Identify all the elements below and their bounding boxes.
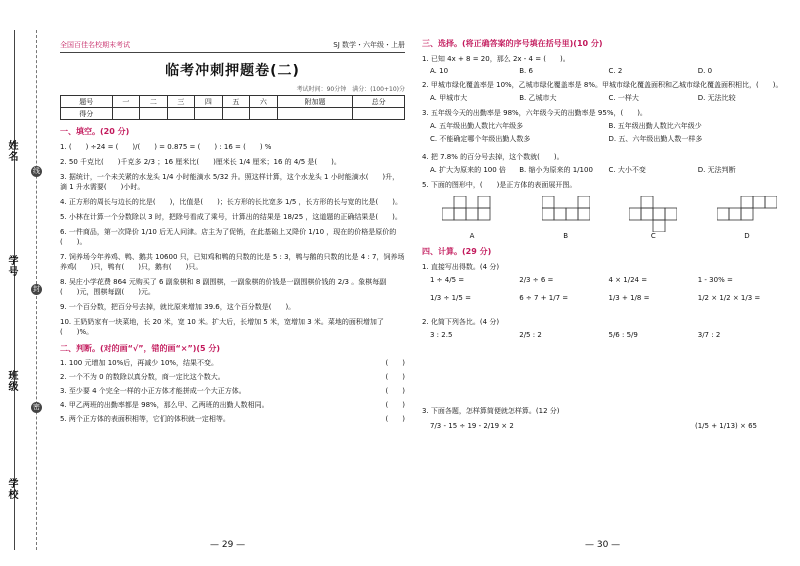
net-label: A: [469, 232, 475, 240]
choice-question: 2. 甲城市绿化覆盖率是 10%，乙城市绿化覆盖率是 8%。甲城市绿化覆盖面积和乙城市绿化覆盖面积相比，( )。: [422, 81, 783, 89]
choice-question: 1. 已知 4x + 8 = 20，那么 2x - 4 = ( )。: [422, 55, 570, 63]
choice-option[interactable]: D. 0: [697, 67, 713, 75]
score-table: [60, 95, 405, 120]
mental-math-grid: [430, 276, 787, 312]
net-b-figure: [542, 196, 590, 232]
score-header-cell: 题号: [61, 96, 113, 108]
mental-math-item: 2/3 ÷ 6 =: [519, 276, 554, 284]
calc-part-title: 3. 下面各题，怎样算简便就怎样算。(12 分): [422, 407, 560, 415]
cube-net-a[interactable]: [442, 196, 502, 240]
seal-secret: 密: [33, 403, 40, 411]
binding-strip: [0, 0, 52, 566]
net-label: C: [650, 232, 656, 240]
section-calc-title: 四、计算。(29 分): [422, 247, 492, 256]
mental-math-item: 4 × 1/24 =: [608, 276, 648, 284]
score-cell[interactable]: [140, 108, 168, 120]
section-judge-title: 二、判断。(对的画“√”，错的画“×”)(5 分): [60, 344, 221, 353]
choice-option[interactable]: C. 不能确定哪个年级出勤人数多: [430, 135, 531, 143]
seal-line: 线: [33, 167, 40, 175]
choice-option[interactable]: C. 一样大: [608, 94, 639, 102]
page-header: [60, 40, 405, 53]
choice-question: 4. 把 7.8% 的百分号去掉，这个数就( )。: [422, 153, 564, 161]
series-label: 全国百佳名校期末考试: [60, 41, 130, 49]
fill-question: 8. 吴庄小学花费 864 元购买了 6 副象棋和 8 副围棋，一副象棋的价钱是一副围棋价钱的 2/3 。象棋每副( )元，围棋每副( )元。: [60, 278, 387, 296]
judge-text: 4. 甲乙两班的出勤率都是 98%，那么甲、乙两班的出勤人数相同。: [60, 401, 269, 409]
score-header-cell: 附加题: [277, 96, 353, 108]
mental-math-item: 6 ÷ 7 + 1/7 =: [519, 294, 569, 302]
score-cell[interactable]: [250, 108, 278, 120]
mental-math-item: 1/3 + 1/8 =: [608, 294, 650, 302]
score-cell[interactable]: [222, 108, 250, 120]
ratio-item: 3 : 2.5: [430, 331, 453, 339]
score-row-label: 得分: [61, 108, 113, 120]
section-fill-title: 一、填空。(20 分): [60, 127, 130, 136]
judge-question: [60, 400, 405, 410]
score-cell[interactable]: [195, 108, 223, 120]
exam-title: 临考冲刺押题卷(二): [165, 63, 300, 79]
mental-math-item: 1/2 × 1/2 × 1/3 =: [697, 294, 761, 302]
score-header-cell: 一: [112, 96, 140, 108]
score-header-cell: 二: [140, 96, 168, 108]
choice-option[interactable]: B. 乙城市大: [519, 94, 557, 102]
fill-question: 2. 50 千克比( )千克多 2/3 ；16 厘米比( )厘米长 1/4 厘米；16 的 4/5 是( )。: [60, 158, 341, 166]
choice-option[interactable]: B. 缩小为原来的 1/100: [519, 166, 593, 174]
choice-options: [430, 165, 787, 175]
choice-option[interactable]: A. 五年级出勤人数比六年级多: [430, 122, 524, 130]
calc-part-title: 2. 化简下列各比。(4 分): [422, 318, 500, 326]
simplify-calc-row: [430, 422, 787, 430]
fill-question: 7. 饲养场今年养鸡、鸭、鹅共 10600 只，已知鸡和鸭的只数的比是 5 : 3，鸭与鹅的只数的比是 4 : 7，饲养场养鸡( )只，鸭有( )只，鹅有( )只。: [60, 253, 405, 271]
page-number-left: — 29 —: [210, 540, 246, 550]
ratio-item: 3/7 : 2: [697, 331, 721, 339]
judge-answer-bracket[interactable]: ( ): [385, 387, 405, 395]
exam-meta: 考试时间：90分钟 满分：(100+10)分: [296, 86, 405, 93]
judge-question: [60, 386, 405, 396]
choice-option[interactable]: D. 五、六年级出勤人数一样多: [608, 135, 703, 143]
score-header-cell: 三: [167, 96, 195, 108]
cube-net-c[interactable]: [629, 196, 677, 240]
choice-option[interactable]: C. 大小不变: [608, 166, 646, 174]
choice-options: [430, 67, 787, 75]
class-label: 班级: [6, 370, 17, 392]
score-cell[interactable]: [167, 108, 195, 120]
judge-answer-bracket[interactable]: ( ): [385, 373, 405, 381]
net-label: D: [744, 232, 750, 240]
left-page: [60, 40, 405, 424]
fill-question: 3. 据统计，一个未关紧的水龙头 1/4 小时能滴水 5/32 升。照这样计算，这个水龙头 1 小时能滴水( )升，滴 1 升水需要( )小时。: [60, 173, 400, 191]
seal-seal: 封: [33, 285, 40, 293]
choice-question: 5. 下面的图形中，( )是正方体的表面展开图。: [422, 181, 577, 189]
fill-question: 1. ( ) ÷24 = ( )/( ) = 0.875 = ( ) : 16 = ( ) %: [60, 143, 272, 151]
score-header-cell: 六: [250, 96, 278, 108]
name-label: 姓名: [6, 140, 17, 162]
section-choice-title: 三、选择。(将正确答案的序号填在括号里)(10 分): [422, 39, 603, 48]
simplify-item: (1/5 + 1/13) × 65: [695, 422, 757, 430]
net-c-figure: [629, 196, 677, 232]
judge-text: 1. 100 元增加 10%后，再减少 10%，结果不变。: [60, 359, 219, 367]
judge-question: [60, 414, 405, 424]
choice-option[interactable]: A. 扩大为原来的 100 倍: [430, 166, 506, 174]
right-page: [422, 38, 787, 430]
fill-question: 6. 一件商品，第一次降价 1/10 后无人问津。店主为了促销，在此基础上又降价 1/10 ，现在的价格是原价的( )。: [60, 228, 397, 246]
student-number-label: 学号: [6, 255, 17, 277]
calc-part-title: 1. 直接写出得数。(4 分): [422, 263, 500, 271]
score-cell[interactable]: [112, 108, 140, 120]
binding-line: [14, 30, 15, 550]
choice-options: [430, 93, 787, 103]
judge-text: 3. 至少要 4 个完全一样的小正方体才能拼成一个大正方体。: [60, 387, 246, 395]
judge-question: [60, 358, 405, 368]
choice-option[interactable]: B. 6: [519, 67, 533, 75]
simplify-item: 7/3 - 15 ÷ 19 - 2/19 × 2: [430, 422, 514, 430]
judge-answer-bracket[interactable]: ( ): [385, 401, 405, 409]
cube-nets: [442, 196, 777, 240]
choice-option[interactable]: A. 10: [430, 67, 449, 75]
page-number-right: — 30 —: [585, 540, 621, 550]
mental-math-item: 1 - 30% =: [697, 276, 733, 284]
school-label: 学校: [6, 478, 17, 500]
ratio-simplify-grid: [430, 331, 787, 401]
judge-answer-bracket[interactable]: ( ): [385, 415, 405, 423]
score-header-cell: 四: [195, 96, 223, 108]
fill-question: 4. 正方形的周长与边长的比是( )，比值是( )；长方形的长比宽多 1/5 ，长方形的长与宽的比是( )。: [60, 198, 403, 206]
choice-option[interactable]: D. 无法比较: [697, 94, 736, 102]
score-header-cell: 总分: [353, 96, 405, 108]
cube-net-b[interactable]: [542, 196, 590, 240]
mental-math-item: 1 ÷ 4/5 =: [430, 276, 465, 284]
judge-text: 2. 一个不为 0 的数除以真分数，商一定比这个数大。: [60, 373, 225, 381]
net-d-figure: [717, 196, 777, 232]
fill-question: 5. 小林在计算一个分数除以 3 时，把除号看成了乘号，计算出的结果是 18/25 ，这道题的正确结果是( )。: [60, 213, 402, 221]
mental-math-item: 1/3 ÷ 1/5 =: [430, 294, 471, 302]
ratio-item: 2/5 : 2: [519, 331, 542, 339]
choice-option[interactable]: D. 无法判断: [697, 166, 736, 174]
choice-option[interactable]: C. 2: [608, 67, 623, 75]
net-label: B: [563, 232, 569, 240]
choice-question: 3. 五年级今天的出勤率是 98%，六年级今天的出勤率是 95%，( )。: [422, 109, 647, 117]
score-cell[interactable]: [353, 108, 405, 120]
choice-options: [430, 121, 787, 147]
judge-answer-bracket[interactable]: ( ): [385, 359, 405, 367]
score-cell[interactable]: [277, 108, 353, 120]
choice-option[interactable]: A. 甲城市大: [430, 94, 468, 102]
choice-option[interactable]: B. 五年级出勤人数比六年级少: [608, 122, 702, 130]
judge-question: [60, 372, 405, 382]
fill-question: 9. 一个百分数，把百分号去掉，就比原来增加 39.6，这个百分数是( )。: [60, 303, 296, 311]
judge-text: 5. 两个正方体的表面积相等，它们的体积就一定相等。: [60, 415, 230, 423]
net-a-figure: [442, 196, 502, 232]
fill-question: 10. 王奶奶家有一块菜地，长 20 米，宽 10 米。扩大后，长增加 5 米，宽增加 3 米。菜地的面积增加了( )%。: [60, 318, 384, 336]
subject-label: SJ 数学・六年级・上册: [333, 41, 405, 49]
ratio-item: 5/6 : 5/9: [608, 331, 638, 339]
score-header-cell: 五: [222, 96, 250, 108]
cube-net-d[interactable]: [717, 196, 777, 240]
